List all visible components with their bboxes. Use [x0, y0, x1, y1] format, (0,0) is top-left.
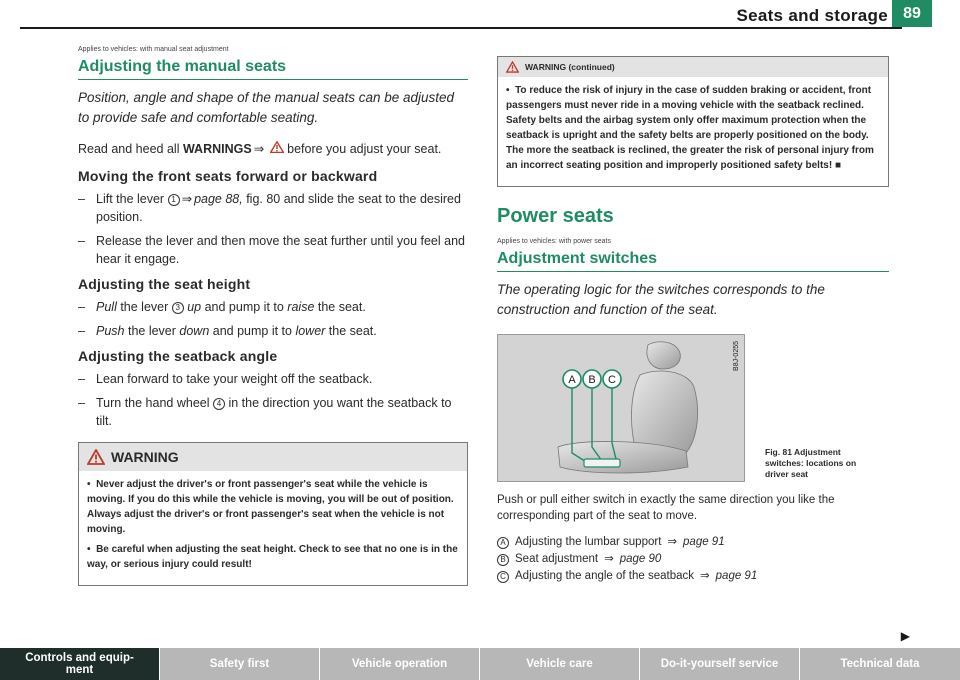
read-heed-suffix: before you adjust your seat.: [283, 142, 442, 156]
tab-do-it-yourself-service[interactable]: Do-it-yourself service: [640, 648, 800, 680]
warning-title: WARNING (continued): [525, 62, 615, 72]
item-text: Turn the hand wheel: [96, 396, 213, 410]
list-item: – Turn the hand wheel 4 in the direction you want the seatback to tilt.: [78, 396, 452, 428]
read-heed-prefix: Read and heed all: [78, 142, 183, 156]
warnings-term: WARNINGS: [182, 142, 252, 156]
list-item: – Push the lever down and pump it to lower the seat.: [78, 324, 377, 338]
warning-title: WARNING: [111, 449, 179, 465]
subheading-seatback-angle: Adjusting the seatback angle: [78, 348, 278, 364]
emphasis: lower: [295, 324, 326, 338]
page-reference-link[interactable]: page 88,: [194, 192, 243, 206]
item-text: Lift the lever: [96, 192, 168, 206]
emphasis: raise: [287, 300, 315, 314]
emphasis: up: [187, 300, 202, 314]
section-title: Adjusting the manual seats: [78, 58, 468, 80]
page-reference-link[interactable]: page 91: [683, 536, 725, 548]
warning-text: Never adjust the driver's or front passenger's seat while the vehicle is moving. If you do this while the vehicle is moving, you will be out of position. Always adjust the driver's or front passenger's seat when the vehicle is not moving.: [87, 479, 454, 535]
chapter-title: Seats and storage: [736, 6, 888, 25]
power-seats-title: Power seats: [497, 205, 614, 227]
list-item: – Lift the lever 1 ⇒ page 88, fig. 80 and slide the seat to the desired position.: [78, 192, 461, 224]
list-item: – Release the lever and then move the seat further until you feel and hear it engage.: [78, 234, 465, 266]
item-text: the lever: [124, 324, 180, 338]
left-column: [78, 46, 468, 586]
arrow-icon: ⇒: [667, 536, 678, 548]
right-column: [497, 46, 889, 585]
arrow-icon: ⇒: [604, 553, 614, 565]
callout-label: C: [608, 374, 616, 386]
arrow-icon: ⇒: [253, 142, 265, 156]
figure-caption: Fig. 81 Adjustment switches: locations on driver seat: [765, 447, 857, 479]
warning-header: [79, 443, 467, 471]
callout-number: 3: [172, 302, 184, 314]
section-intro: The operating logic for the switches corresponds to the construction and function of the seat.: [497, 282, 825, 317]
header-rule: [20, 27, 902, 29]
subheading-seat-height: Adjusting the seat height: [78, 276, 251, 292]
warning-triangle-icon: [87, 449, 105, 465]
warning-text: Be careful when adjusting the seat height. Check to see that no one is in the way, or serious injury could result!: [87, 544, 458, 570]
item-text: Seat adjustment: [515, 553, 599, 565]
switch-key: C: [497, 571, 509, 583]
item-text: and pump it to: [201, 300, 288, 314]
emphasis: Push: [96, 324, 125, 338]
list-item: [497, 534, 889, 551]
figure-code: B8J-0255: [733, 341, 740, 371]
figure: [497, 334, 889, 482]
item-text: Release the lever and then move the seat further until you feel and hear it engage.: [96, 234, 465, 266]
tab-vehicle-operation[interactable]: Vehicle operation: [320, 648, 480, 680]
item-text: Adjusting the lumbar support: [515, 536, 662, 548]
section-intro: Position, angle and shape of the manual seats can be adjusted to provide safe and comfortable seating.: [78, 90, 455, 125]
callout-number: 4: [213, 398, 225, 410]
page-reference-link[interactable]: page 90: [619, 553, 662, 565]
item-text: Lean forward to take your weight off the seatback.: [96, 372, 373, 386]
warning-text: To reduce the risk of injury in the case of sudden braking or accident, front passengers must never ride in a moving vehicle with the seatback reclined. Safety belts and the airbag system only offer maximum protection when the seatback is upright and the safety belts are properly positioned on the body. The more the seatback is reclined, the greater the risk of personal injury from an incorrect seating position and improperly positioned safety belts! ■: [506, 85, 874, 171]
list-item: [497, 568, 889, 585]
read-heed-paragraph: [78, 140, 468, 158]
warning-box: [78, 442, 468, 586]
seat-illustration: [497, 334, 745, 482]
warning-body: [79, 471, 467, 585]
tab-safety-first[interactable]: Safety first: [160, 648, 320, 680]
item-text: Adjusting the angle of the seatback: [515, 570, 695, 582]
footer-tabs: [0, 648, 960, 680]
item-text: the lever: [116, 300, 172, 314]
warning-bullet: • Never adjust the driver's or front passenger's seat while the vehicle is moving. If you do this while the vehicle is moving, you will be out of position. Always adjust the driver's or front passenger's seat when the vehicle is not moving.: [87, 479, 454, 535]
switch-key: A: [497, 537, 509, 549]
item-text: and pump it to: [209, 324, 296, 338]
callout-number: 1: [168, 194, 180, 206]
emphasis: down: [179, 324, 210, 338]
warning-header: [498, 57, 888, 77]
list-item: [497, 551, 889, 568]
switch-paragraph: Push or pull either switch in exactly the same direction you like the corresponding part of the seat to move.: [497, 494, 835, 522]
page-number: 89: [892, 0, 932, 27]
switch-key: B: [497, 554, 509, 566]
warning-triangle-icon: [270, 141, 284, 153]
arrow-icon: ⇒: [700, 570, 710, 582]
warning-bullet: • To reduce the risk of injury in the case of sudden braking or accident, front passengers must never ride in a moving vehicle with the seatback reclined. Safety belts and the airbag system only offer maximum protection when the seatback is upright and the safety belts are properly positioned on the body. The more the seatback is reclined, the greater the risk of personal injury from an incorrect seating position and improperly positioned safety belts! ■: [506, 85, 874, 171]
item-text: the seat.: [314, 300, 366, 314]
page-reference-link[interactable]: page 91: [715, 570, 758, 582]
tab-controls-and-equipment[interactable]: Controls and equip- ment: [0, 648, 160, 680]
tab-technical-data[interactable]: Technical data: [800, 648, 960, 680]
callout-label: B: [588, 374, 596, 386]
section-title: Adjustment switches: [497, 250, 889, 272]
item-text: the seat.: [325, 324, 377, 338]
item-text: in the direction you want the seatback to tilt.: [96, 396, 452, 428]
list-item: – Lean forward to take your weight off the seatback.: [78, 372, 373, 386]
item-text: fig. 80 and slide the seat to the desired position.: [96, 192, 461, 224]
callout-label: A: [568, 374, 576, 386]
seat-drawing: [498, 335, 745, 482]
page-header: [0, 0, 960, 30]
list-item: – Pull the lever 3 up and pump it to raise the seat.: [78, 300, 366, 314]
warning-body: [498, 77, 888, 186]
tab-vehicle-care[interactable]: Vehicle care: [480, 648, 640, 680]
arrow-icon: ⇒: [181, 192, 193, 206]
emphasis: Pull: [96, 300, 117, 314]
warning-bullet: • Be careful when adjusting the seat height. Check to see that no one is in the way, or serious injury could result!: [87, 544, 458, 570]
warning-triangle-icon: [506, 61, 519, 73]
play-arrow-icon: ▶: [900, 629, 910, 643]
applies-note: Applies to vehicles: with power seats: [497, 238, 611, 245]
subheading-forward-backward: Moving the front seats forward or backward: [78, 168, 378, 184]
applies-note: Applies to vehicles: with manual seat adjustment: [78, 46, 229, 53]
warning-continued-box: [497, 56, 889, 187]
